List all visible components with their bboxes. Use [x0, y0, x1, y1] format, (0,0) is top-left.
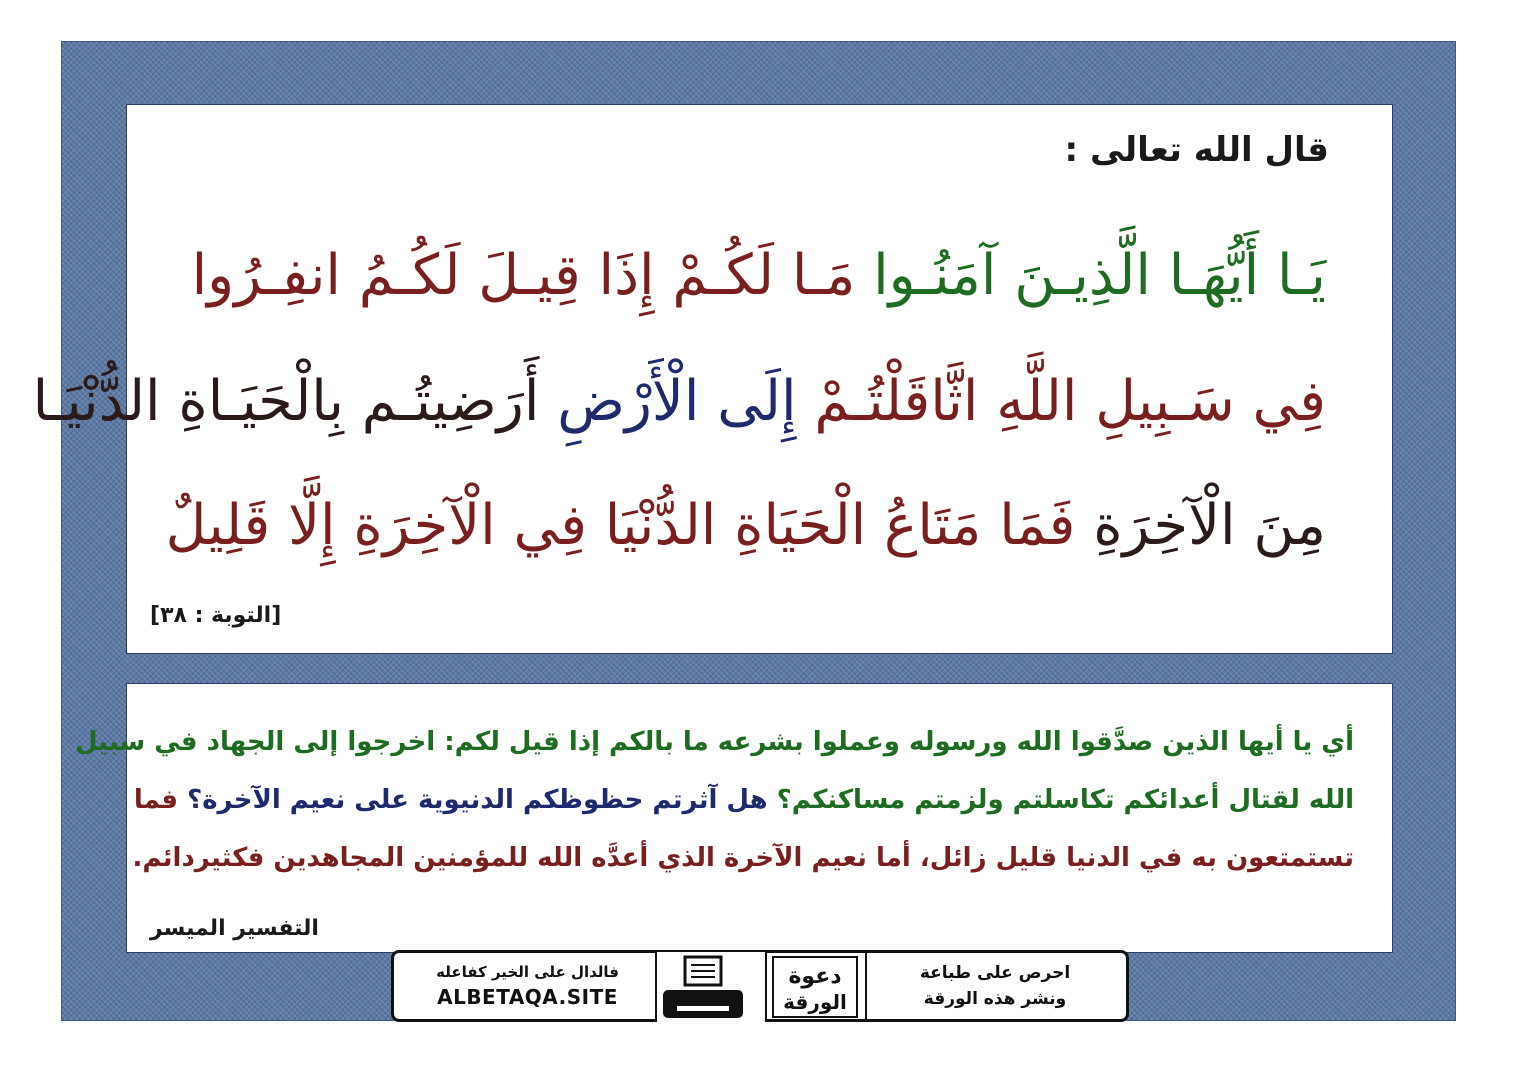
- footer-slogan-block: [405, 960, 650, 1016]
- print-note-line: ونشر هذه الورقة: [923, 989, 1067, 1009]
- site-link[interactable]: ALBETAQA.SITE: [437, 985, 618, 1009]
- footer-print-note: [870, 960, 1120, 1016]
- verse-segment: مَـا لَكُـمْ إِذَا قِيـلَ لَكُـمُ انفِـرُوا: [191, 243, 856, 308]
- verse-segment: يَـا أَيُّهَـا الَّذِيـنَ آمَنُـوا: [873, 243, 1326, 308]
- tafsir-line-1: أي يا أيها الذين صدَّقوا الله ورسوله وعملوا بشرعه ما بالكم إذا قيل لكم: اخرجوا إلى الجهاد في سبيل: [75, 727, 1354, 757]
- tafsir-segment: فما: [133, 785, 179, 815]
- verse-line-1: [192, 236, 1326, 316]
- verse-segment: فِي سَـبِيلِ اللَّهِ اثَّاقَلْتُـمْ: [814, 369, 1326, 434]
- tafsir-source: التفسير الميسر: [150, 916, 319, 941]
- verse-line-3: [166, 486, 1326, 566]
- printer-icon: [655, 952, 767, 1022]
- verse-segment: مِنَ الْآخِرَةِ: [1093, 493, 1326, 558]
- verse-segment: فَمَا مَتَاعُ الْحَيَاةِ الدُّنْيَا فِي الْآخِرَةِ إِلَّا قَلِيلٌ: [165, 493, 1076, 558]
- verse-segment: إِلَى الْأَرْضِ: [557, 369, 797, 434]
- tafsir-line-2: [133, 780, 1354, 820]
- verse-segment: أَرَضِيتُـم بِالْحَيَـاةِ الدُّنْيَـا: [32, 369, 540, 434]
- page-title: قال الله تعالى :: [1064, 130, 1329, 170]
- logo-text: دعوة: [788, 964, 842, 989]
- verse-line-2: [33, 362, 1326, 442]
- verse-reference: [التوبة : ٣٨]: [150, 603, 282, 628]
- tafsir-segment: هل آثرتم حظوظكم الدنيوية على نعيم الآخرة؟: [187, 785, 768, 815]
- dawa-logo: [767, 952, 867, 1022]
- logo-text: الورقة: [783, 990, 847, 1014]
- footer-slogan: فالدال على الخير كفاعله: [436, 963, 619, 981]
- tafsir-line-3: تستمتعون به في الدنيا قليل زائل، أما نعيم الآخرة الذي أعدَّه الله للمؤمنين المجاهدين فكثيردائم.: [132, 843, 1354, 873]
- print-note-line: احرص على طباعة: [919, 963, 1071, 983]
- tafsir-segment: الله لقتال أعدائكم تكاسلتم ولزمتم مساكنكم؟: [776, 785, 1354, 815]
